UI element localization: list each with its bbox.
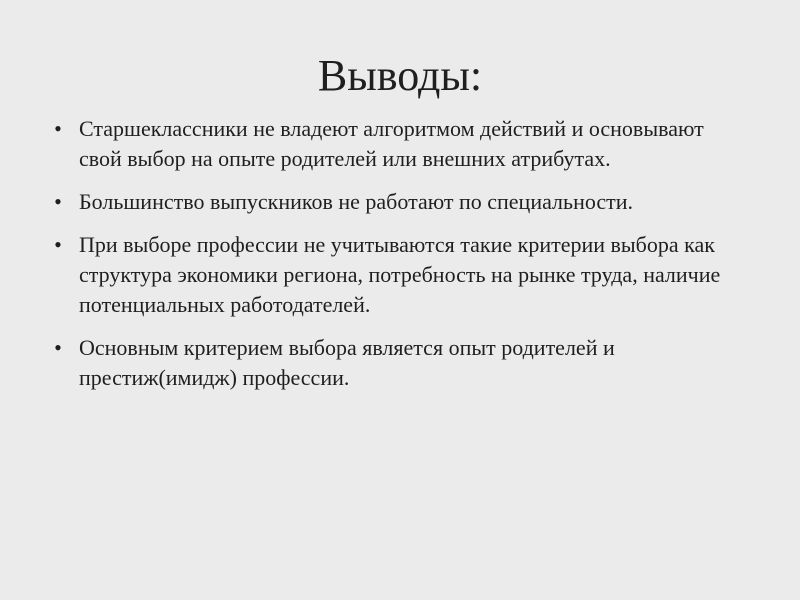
bullet-text: Старшеклассники не владеют алгоритмом действий и основывают свой выбор на опыте родителей или внешних атрибутах. (79, 116, 704, 171)
bullet-item (48, 114, 748, 174)
bullet-text: Большинство выпускников не работают по специальности. (79, 189, 634, 214)
bullet-icon: • (54, 232, 62, 257)
bullet-icon: • (54, 116, 62, 141)
bullet-text: Основным критерием выбора является опыт родителей и престиж(имидж) профессии. (79, 335, 615, 390)
bullet-icon: • (54, 189, 62, 214)
bullet-list (48, 114, 748, 406)
slide-title: Выводы: (317, 51, 483, 100)
bullet-item (48, 333, 748, 393)
bullet-item (48, 187, 748, 217)
bullet-item (48, 230, 748, 320)
bullet-text: При выборе профессии не учитываются такие критерии выбора как структура экономики региона, потребность на рынке труда, наличие потенциальных работодателей. (79, 232, 721, 317)
bullet-icon: • (54, 335, 62, 360)
